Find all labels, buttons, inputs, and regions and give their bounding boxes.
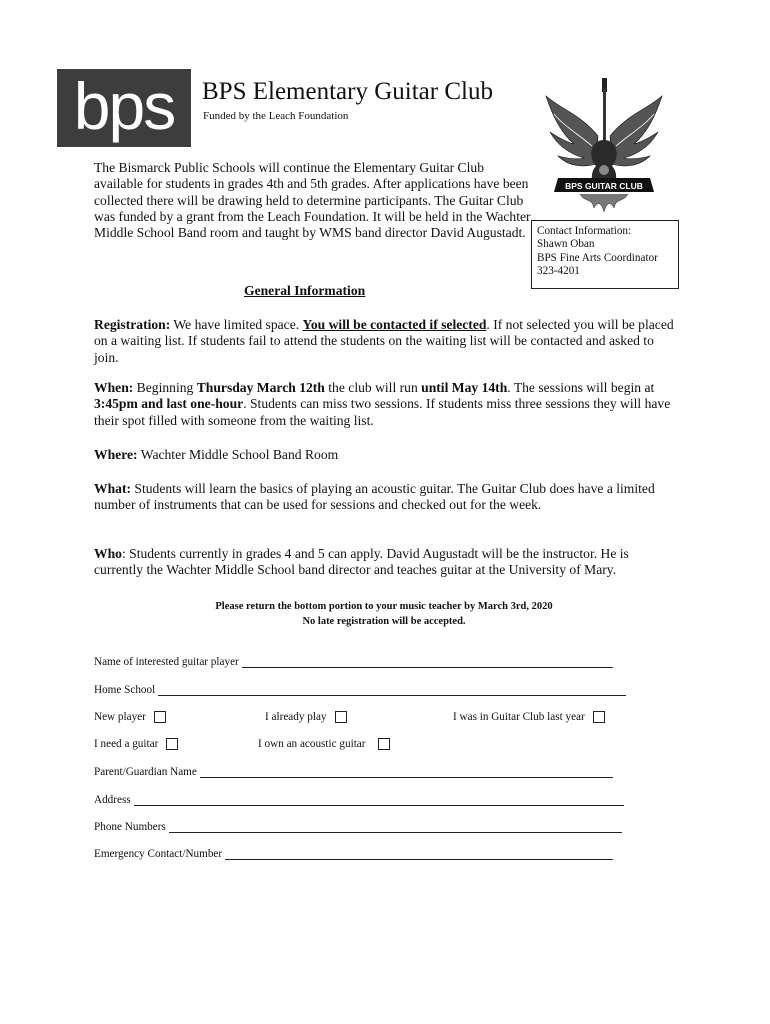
guardian-name-field[interactable] [94,765,613,778]
own-guitar-option[interactable] [258,738,390,750]
contact-phone: 323-4201 [537,265,580,278]
guardian-name-label: Parent/Guardian Name [94,766,197,778]
intro-paragraph: The Bismarck Public Schools will continue the Elementary Guitar Club available for students in grades 4th and 5th grades. After applications have been collected there will be drawing held to determine participants. The Guitar Club was funded by a grant from the Leach Foundation. It will be held in the Wachter Middle School Band room and taught by WMS band director David Augustadt. [94,160,531,241]
logo-text: bps [73,69,175,143]
already-play-checkbox[interactable] [335,711,347,723]
guitar-player-name-label: Name of interested guitar player [94,656,239,668]
section-heading-general: General Information [244,283,366,298]
what-text: Students will learn the basics of playing an acoustic guitar. The Guitar Club does have a limited number of instruments that can be used for sessions and checked out for the week. [94,481,655,513]
where-paragraph [94,447,674,463]
home-school-line[interactable] [158,683,626,696]
was-in-club-label: I was in Guitar Club last year [453,711,585,723]
contact-box [531,220,679,289]
registration-label: Registration: [94,317,171,332]
when-text-4: . Students can miss two sessions. If students miss three sessions they will have their spot filled with someone from the waiting list. [94,396,671,428]
guardian-name-line[interactable] [200,765,613,778]
address-label: Address [94,794,131,806]
home-school-label: Home School [94,684,156,696]
phone-numbers-label: Phone Numbers [94,821,166,833]
need-guitar-option[interactable] [94,738,178,750]
when-text-1: Beginning [133,380,197,395]
emblem-text: BPS GUITAR CLUB [565,181,643,191]
page-title: BPS Elementary Guitar Club [202,78,493,105]
when-text-2: the club will run [324,380,422,395]
who-paragraph [94,546,674,579]
when-start-date: Thursday March 12th [196,380,325,395]
phone-numbers-line[interactable] [169,820,622,833]
what-label: What: [94,481,132,496]
who-label: Who [94,546,122,561]
contact-role: BPS Fine Arts Coordinator [537,251,658,264]
when-time: 3:45pm and last one-hour [94,396,244,412]
new-player-label: New player [94,711,146,723]
already-play-option[interactable] [265,711,347,723]
when-label: When: [94,380,134,395]
what-paragraph [94,481,674,514]
emergency-contact-field[interactable] [94,847,613,860]
need-guitar-checkbox[interactable] [166,738,178,750]
registration-paragraph [94,317,674,366]
registration-emphasis: You will be contacted if selected [302,317,487,332]
home-school-field[interactable] [94,683,626,696]
own-guitar-checkbox[interactable] [378,738,390,750]
when-text-3: . The sessions will begin at [507,380,655,395]
who-text: : Students currently in grades 4 and 5 can apply. David Augustadt will be the instructor. He is currently the Wachter Middle School band director and teaches guitar at the University of Mary. [94,546,629,578]
return-note-line-2: No late registration will be accepted. [302,615,466,627]
registration-text-2: . If not selected you will be placed on a waiting list. If students fail to attend the students on the waiting list will be contacted and asked to join. [94,317,674,365]
return-note-line-1: Please return the bottom portion to your music teacher by March 3rd, 2020 [215,601,553,612]
bps-logo [57,69,191,147]
guitar-player-name-line[interactable] [242,655,613,668]
new-player-option[interactable] [94,711,166,723]
guitar-player-name-field[interactable] [94,655,613,668]
own-guitar-label: I own an acoustic guitar [258,738,366,750]
registration-text: We have limited space. [170,317,303,332]
page-subtitle: Funded by the Leach Foundation [203,110,349,122]
where-label: Where: [94,447,138,462]
new-player-checkbox[interactable] [154,711,166,723]
address-field[interactable] [94,793,624,806]
already-play-label: I already play [265,711,327,723]
need-guitar-label: I need a guitar [94,738,159,750]
guitar-club-emblem [540,74,668,216]
contact-heading: Contact Information: [537,225,632,237]
address-line[interactable] [134,793,624,806]
where-text: Wachter Middle School Band Room [137,447,339,462]
return-note [94,600,674,629]
emergency-contact-line[interactable] [225,847,613,860]
when-end-date: until May 14th [421,380,508,395]
was-in-club-option[interactable] [453,711,605,723]
contact-name: Shawn Oban [537,238,595,251]
emergency-contact-label: Emergency Contact/Number [94,848,223,860]
was-in-club-checkbox[interactable] [593,711,605,723]
when-paragraph [94,380,674,429]
phone-numbers-field[interactable] [94,820,622,833]
